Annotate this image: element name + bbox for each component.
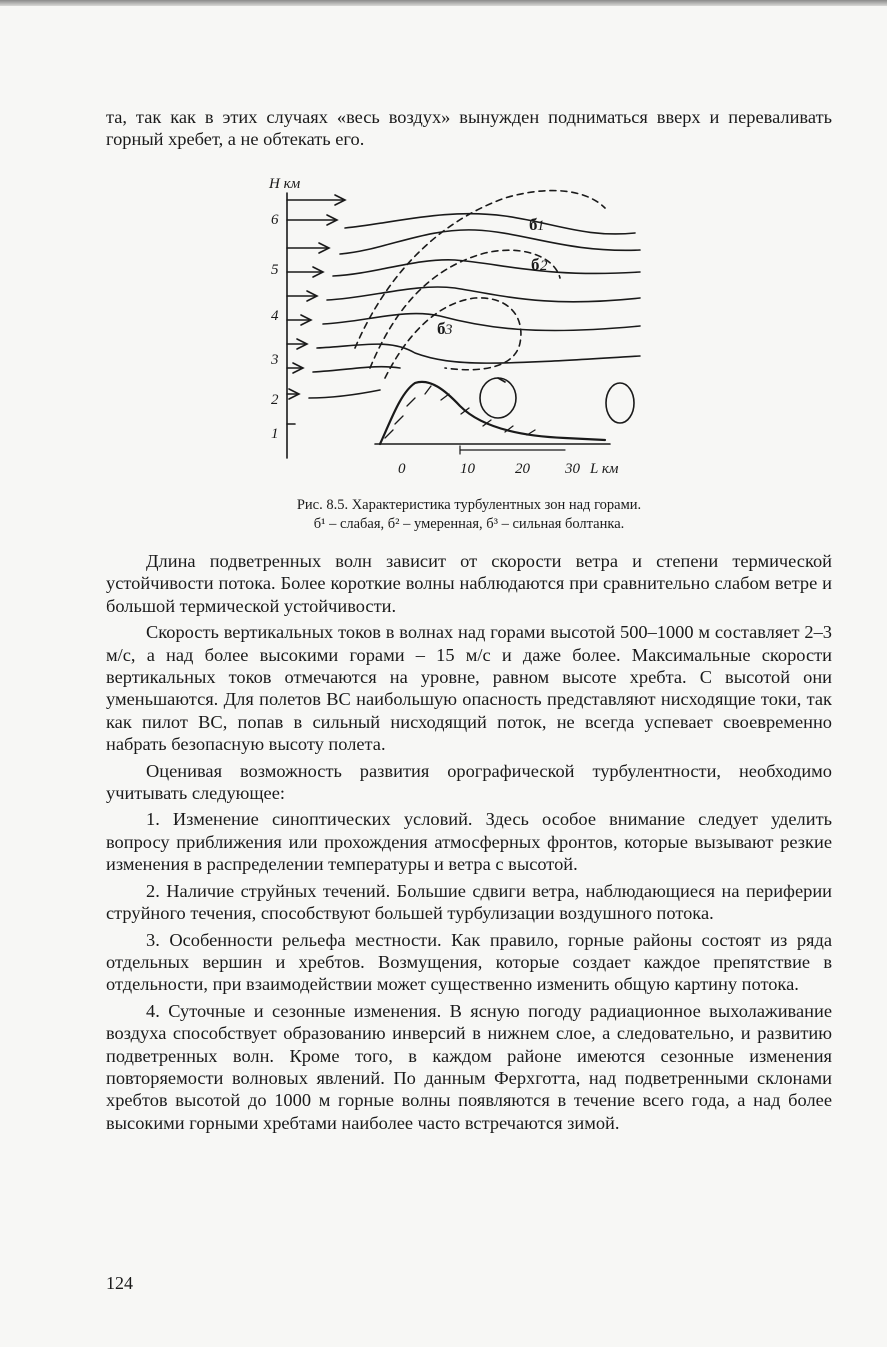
y-tick-6: 6 (271, 212, 279, 228)
turbulence-figure (265, 168, 660, 488)
top-paragraph-block (106, 106, 832, 151)
paragraph-7: 4. Суточные и сезонные изменения. В ясную погоду радиационное выхолаживание воздуха способствует образованию инверсий в нижнем слое, а следовательно, и развитию подветренных волн. Кроме того, в каждом районе имеются сезонные изменения повторяемости волновых явлений. По данным Ферхготта, над подветренными склонами хребтов высотой до 1000 м горные волны появляются в течение всего года, а над более высокими горными хребтами наиболее часто встречаются зимой. (106, 1000, 832, 1133)
y-tick-4: 4 (271, 308, 279, 324)
y-tick-5: 5 (271, 262, 279, 278)
body-text (106, 550, 832, 1134)
top-paragraph: та, так как в этих случаях «весь воздух» вынужден подниматься вверх и переваливать горный хребет, а не обтекать его. (106, 107, 832, 150)
scan-top-edge (0, 0, 887, 6)
paragraph-6: 3. Особенности рельефа местности. Как правило, горные районы состоят из ряда отдельных вершин и хребтов. Возмущения, которые создает каждое препятствие в отдельности, при взаимодействии может существенно изменить общую картину потока. (106, 929, 832, 995)
x-tick-10: 10 (460, 461, 475, 477)
rotor-2 (606, 383, 634, 423)
x-axis-label: L км (590, 461, 619, 477)
paragraph-2: Скорость вертикальных токов в волнах над горами высотой 500–1000 м составляет 2–3 м/с, а над более высокими горами – 15 м/с и даже более. Максимальные скорости вертикальных токов отмечаются на уровне, равном высоте хребта. С высотой они уменьшаются. Для полетов ВС наибольшую опасность представляют нисходящие токи, так как пилот ВС, попав в сильный нисходящий поток, не всегда успевает своевременно набрать безопасную высоту полета. (106, 622, 832, 755)
zone-label-1: 1 (537, 218, 545, 234)
zone-label-3: 3 (445, 322, 453, 338)
x-tick-0: 0 (398, 461, 406, 477)
page-number: 124 (106, 1273, 133, 1293)
svg-text:б: б (531, 255, 540, 274)
paragraph-1: Длина подветренных волн зависит от скорости ветра и степени термической устойчивости потока. Более короткие волны наблюдаются при сравнительно слабом ветре и большой термической устойчивости. (106, 551, 832, 616)
mountain-profile (380, 382, 605, 444)
zone-3-boundary (385, 298, 521, 378)
y-tick-2: 2 (271, 392, 279, 408)
y-tick-3: 3 (271, 352, 279, 368)
paragraph-3: Оценивая возможность развития орографической турбулентности, необходимо учитывать следующее: (106, 760, 832, 804)
paragraph-5: 2. Наличие струйных течений. Большие сдвиги ветра, наблюдающиеся на периферии струйного течения, способствуют большей турбулизации воздушного потока. (106, 880, 832, 924)
figure-y-label: Н км (269, 176, 301, 192)
x-tick-30: 30 (565, 461, 580, 477)
zone-label-2: 2 (540, 258, 548, 274)
x-tick-20: 20 (515, 461, 530, 477)
figure-caption-line-2: б¹ – слабая, б² – умеренная, б³ – сильная болтанка. (313, 516, 625, 532)
paragraph-4: 1. Изменение синоптических условий. Здесь особое внимание следует уделить вопросу приближения или прохождения атмосферных фронтов, которые вызывают резкие изменения в распределении температуры и ветра с высотой. (106, 809, 832, 875)
figure-caption-line-1: Рис. 8.5. Характеристика турбулентных зон над горами. (296, 497, 642, 513)
rotor-1 (480, 378, 516, 418)
y-tick-1: 1 (271, 426, 279, 442)
svg-text:б: б (437, 319, 446, 338)
svg-text:б: б (529, 215, 538, 234)
figure-caption (106, 496, 832, 534)
